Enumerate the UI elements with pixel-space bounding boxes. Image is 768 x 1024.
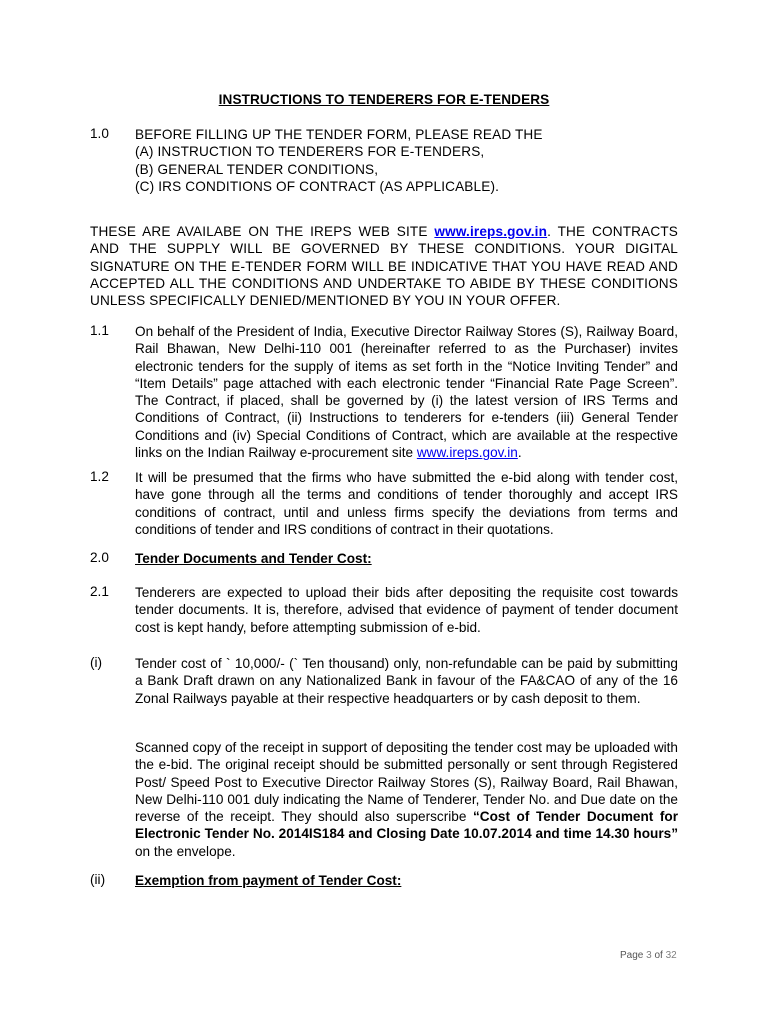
section-number: 1.2 — [90, 469, 109, 484]
page-label: Page — [620, 950, 644, 961]
section-number: 1.1 — [90, 323, 109, 338]
ireps-link[interactable]: www.ireps.gov.in — [434, 224, 548, 239]
document-title: INSTRUCTIONS TO TENDERERS FOR E-TENDERS — [218, 92, 550, 107]
section-2-1-text: Tenderers are expected to upload their bids after depositing the requisite cost towards tender documents. It is, therefore, advised that evidence of payment of tender document cost is kept handy, before attempting submission of e-bid. — [135, 585, 678, 635]
list-line: (C) IRS CONDITIONS OF CONTRACT (AS APPLICABLE). — [135, 178, 500, 194]
notice-text-rest: . THE CONTRACTS AND THE SUPPLY WILL BE GOVERNED BY THESE CONDITIONS. YOUR DIGITAL SIGNATURE ON THE E-TENDER FORM WILL BE INDICATIVE THAT YOU HAVE READ AND ACCEPTED ALL THE CONDITIONS AND UNDERTAKE TO ABIDE BY THESE CONDITIONS UNLESS SPECIFICALLY DENIED/MENTIONED BY YOU IN YOUR OFFER. — [90, 224, 678, 309]
section-1-0-list — [135, 126, 678, 195]
page-footer — [620, 950, 677, 961]
section-heading: Tender Documents and Tender Cost: — [135, 551, 372, 566]
page-number: 3 — [646, 950, 652, 961]
section-number: 2.1 — [90, 584, 109, 599]
superscribe-text: “Cost of Tender Document for Electronic Tender No. 2014IS184 and Closing Date 10.07.2014 and time 14.30 hours” — [135, 809, 678, 842]
section-i-text: Tender cost of ` 10,000/- (` Ten thousand) only, non-refundable can be paid by submitting a Bank Draft drawn on any Nationalized Bank in favour of the FA&CAO of any of the 16 Zonal Railways payable at their respective headquarters or by cash deposit to them. — [135, 656, 678, 706]
section-1-2-text: It will be presumed that the firms who have submitted the e-bid along with tender cost, have gone through all the terms and conditions of tender thoroughly and accept IRS conditions of contract, until and unless firms specify the deviations from terms and conditions of tender and IRS conditions of contract in their quotations. — [135, 470, 678, 537]
section-1-1-body: On behalf of the President of India, Executive Director Railway Stores (S), Railway Board, Rail Bhawan, New Delhi-110 001 (hereinafter referred to as the Purchaser) invites electronic tenders for the supply of items as set forth in the “Notice Inviting Tender” and “Item Details” page attached with each electronic tender “Financial Rate Page Screen”. The Contract, if placed, shall be governed by (i) the latest version of IRS Terms and Conditions of Contract, (ii) Instructions to tenderers for e-tenders (iii) General Tender Conditions and (iv) Special Conditions of Contract, which are available at the respective links on the Indian Railway e-procurement site — [135, 324, 678, 461]
section-number: 1.0 — [90, 126, 109, 141]
receipt-text-end: on the envelope. — [135, 843, 236, 859]
section-number: (i) — [90, 655, 103, 670]
page-total: 32 — [665, 950, 677, 961]
receipt-text: Scanned copy of the receipt in support of depositing the tender cost may be uploaded with the e-bid. The original receipt should be submitted personally or sent through Registered Post/ Speed Post to Executive Director Railway Stores (S), Railway Board, Rail Bhawan, New Delhi-110 001 duly indicating the Name of Tenderer, Tender No. and Due date on the reverse of the receipt. They should also superscribe — [135, 740, 678, 825]
sentence-end: . — [517, 445, 522, 461]
notice-text: THESE ARE AVAILABE ON THE IREPS WEB SITE — [90, 224, 435, 239]
list-line: BEFORE FILLING UP THE TENDER FORM, PLEASE READ THE — [135, 127, 543, 142]
list-line: (A) INSTRUCTION TO TENDERERS FOR E-TENDERS, — [135, 144, 485, 160]
section-number: 2.0 — [90, 550, 109, 565]
section-1-1-text — [135, 323, 678, 461]
section-i-paragraph-2 — [135, 739, 678, 860]
ireps-link[interactable]: www.ireps.gov.in — [416, 445, 518, 461]
section-number: (ii) — [90, 872, 106, 887]
of-label: of — [654, 950, 663, 961]
list-line: (B) GENERAL TENDER CONDITIONS, — [135, 161, 379, 177]
notice-paragraph — [90, 223, 678, 309]
section-heading: Exemption from payment of Tender Cost: — [135, 873, 402, 888]
